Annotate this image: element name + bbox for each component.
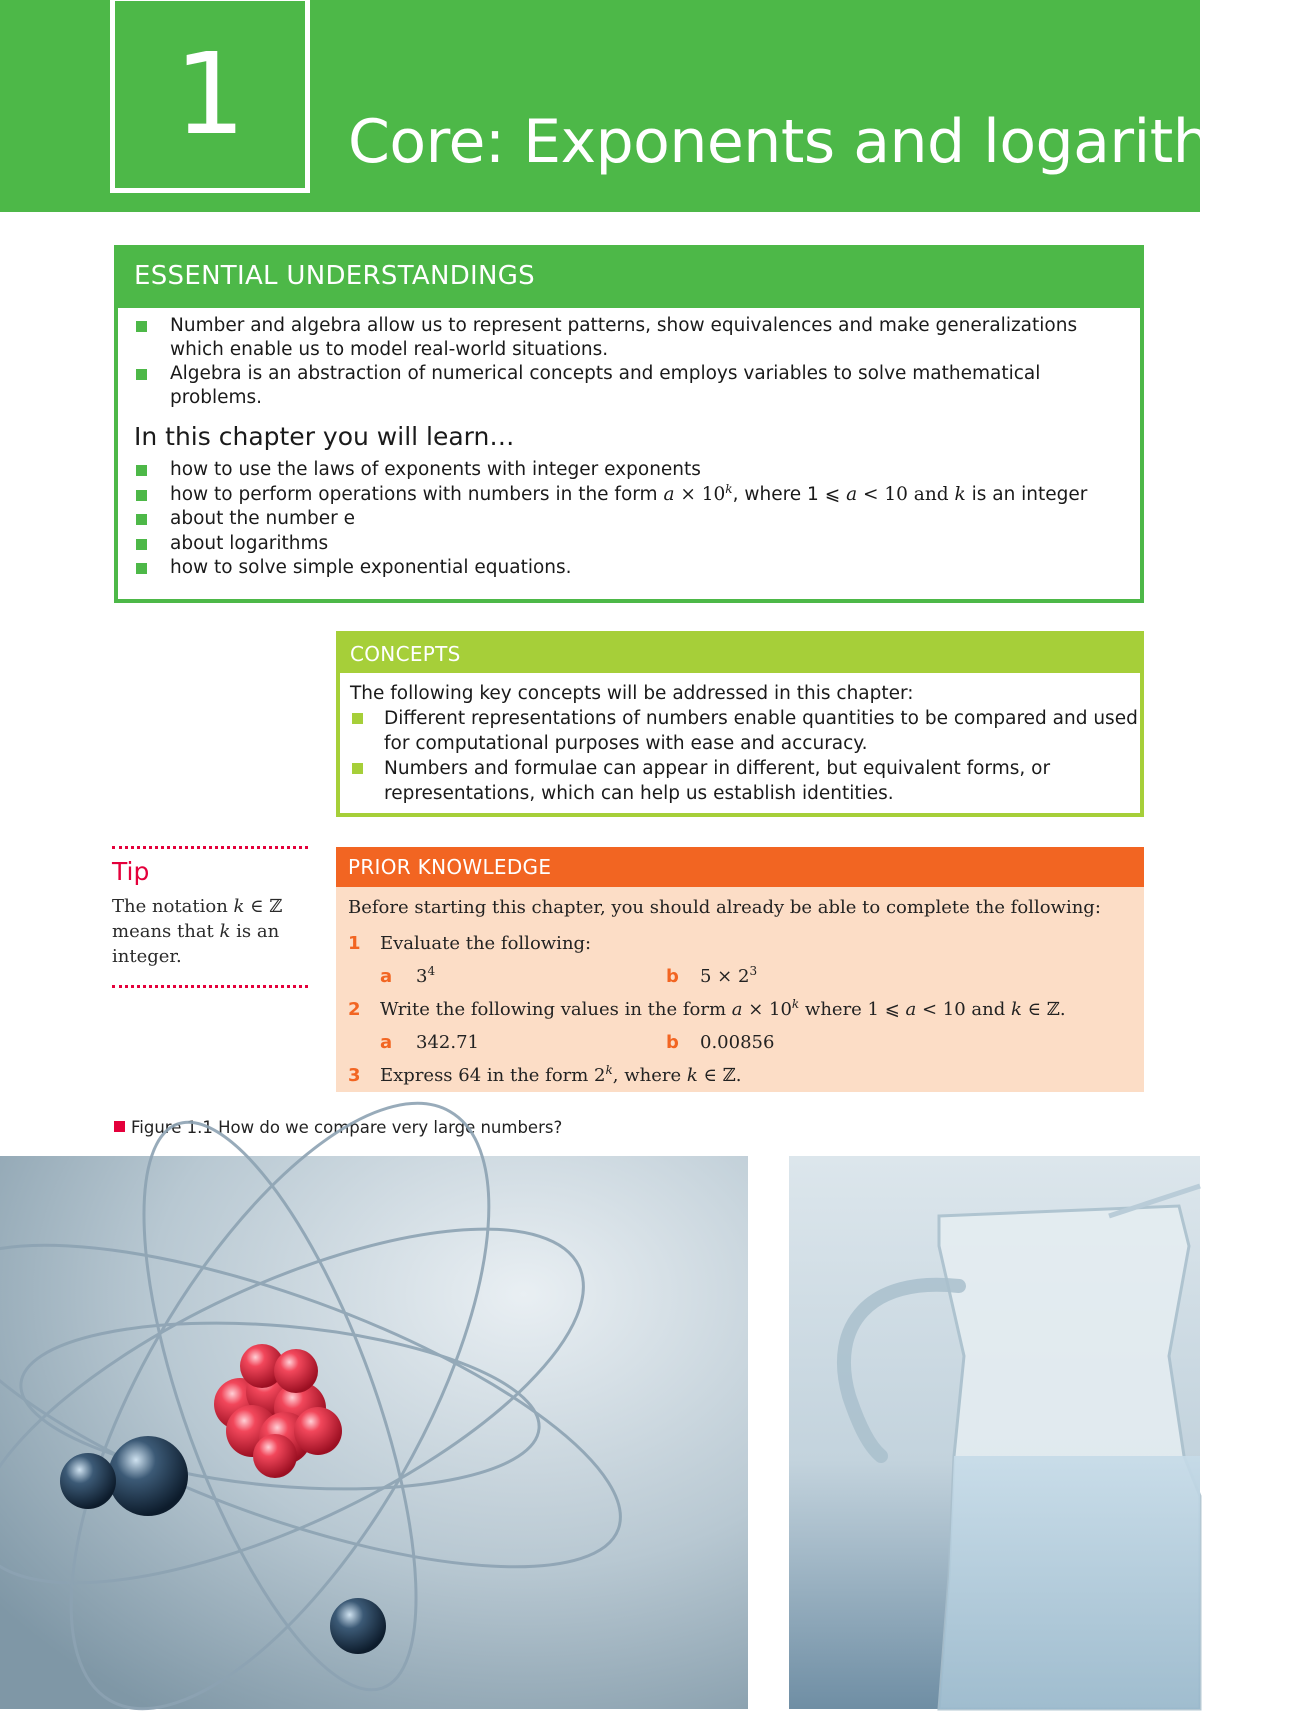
text-fragment: is an integer.: [112, 921, 280, 967]
square-bullet-icon: [136, 490, 147, 501]
prior-knowledge-box: [336, 847, 1144, 1092]
question-2: [348, 993, 1144, 1026]
prior-knowledge-body: [336, 887, 1144, 1092]
text-fragment: , where 1 ⩽: [732, 483, 847, 505]
square-bullet-icon: [136, 321, 147, 332]
part-value: [416, 966, 435, 988]
list-item: [350, 756, 1140, 806]
figure-caption-text: Figure 1.1 How do we compare very large numbers?: [131, 1118, 563, 1137]
square-bullet-icon: [136, 369, 147, 380]
square-bullet-icon: [136, 563, 147, 574]
math-variable: a: [846, 483, 858, 505]
essential-understandings-box: [114, 245, 1144, 603]
question-1-parts: [348, 960, 1144, 993]
chapter-title: Core: Exponents and logarithms: [348, 107, 1299, 177]
part-value: 0.00856: [700, 1032, 775, 1053]
prior-knowledge-heading: PRIOR KNOWLEDGE: [336, 847, 1144, 887]
chapter-header: [0, 0, 1299, 212]
list-item-text: Algebra is an abstraction of numerical concepts and employs variables to solve mathematical problems.: [170, 363, 1041, 408]
question-1: [348, 927, 1144, 960]
text-fragment: means that: [112, 921, 220, 942]
question-text: Evaluate the following:: [380, 933, 592, 954]
question-number: 2: [348, 999, 361, 1020]
math-exponent: 3: [749, 964, 758, 978]
math-set: ∈ ℤ: [244, 896, 283, 917]
list-item-text: about the number e: [170, 508, 355, 529]
prior-knowledge-intro: Before starting this chapter, you should already be able to complete the following:: [348, 897, 1101, 918]
list-item: [134, 458, 1130, 483]
math-variable: k: [219, 921, 231, 942]
essential-understandings-list: [118, 314, 1140, 410]
part-value: 342.71: [416, 1032, 479, 1053]
atom-photo: [0, 1156, 748, 1709]
math-operator: < 10 and: [857, 483, 955, 505]
math-variable: a: [905, 999, 917, 1020]
question-number: 3: [348, 1065, 361, 1086]
square-bullet-icon: [136, 514, 147, 525]
figure-caption: [114, 1118, 562, 1137]
atom-illustration: [0, 1156, 748, 1709]
jug-illustration: [789, 1156, 1200, 1709]
math-variable: k: [1011, 999, 1022, 1020]
question-3: [348, 1059, 1144, 1092]
part-label: a: [380, 1032, 393, 1053]
math-set: ∈ ℤ.: [697, 1065, 742, 1086]
learn-heading: In this chapter you will learn…: [134, 422, 515, 451]
math-variable: a: [663, 483, 675, 505]
part-value: [700, 966, 757, 988]
math-base: 3: [416, 966, 428, 987]
math-exponent: k: [791, 997, 800, 1011]
square-bullet-icon: [352, 763, 363, 774]
question-text: [380, 1065, 741, 1087]
math-variable: k: [233, 896, 245, 917]
text-fragment: is an integer: [965, 483, 1088, 505]
question-text: [380, 999, 1066, 1021]
text-fragment: how to perform operations with numbers in the form: [170, 483, 664, 505]
part-label: b: [666, 966, 679, 987]
square-bullet-icon: [136, 465, 147, 476]
part-label: a: [380, 966, 393, 987]
tip-title: Tip: [112, 857, 150, 886]
math-operator: × 10: [742, 999, 792, 1020]
chapter-number: 1: [174, 30, 246, 160]
list-item-text: Numbers and formulae can appear in different, but equivalent forms, or representations, which can help us establish identities.: [384, 758, 1051, 804]
math-variable: a: [731, 999, 743, 1020]
text-fragment: Write the following values in the form: [380, 999, 732, 1020]
math-operator: × 10: [674, 483, 726, 505]
question-number: 1: [348, 933, 361, 954]
math-variable: k: [954, 483, 966, 505]
square-bullet-icon: [136, 539, 147, 550]
list-item-text: [170, 481, 1088, 505]
chapter-number-box: [110, 0, 310, 193]
question-2-parts: [348, 1026, 1144, 1059]
essential-understandings-heading: ESSENTIAL UNDERSTANDINGS: [118, 249, 1140, 308]
list-item: [134, 362, 1120, 410]
list-item: [134, 314, 1120, 362]
math-set: ∈ ℤ.: [1021, 999, 1066, 1020]
list-item: [134, 532, 1130, 557]
list-item-text: Different representations of numbers enable quantities to be compared and used for computational purposes with ease and accuracy.: [384, 708, 1138, 754]
text-fragment: The notation: [112, 896, 234, 917]
concepts-box: [336, 631, 1144, 817]
square-bullet-icon: [352, 713, 363, 724]
square-marker-icon: [114, 1121, 125, 1132]
concepts-list: [350, 706, 1140, 806]
concepts-heading: CONCEPTS: [340, 635, 1140, 673]
text-fragment: Express 64 in the form 2: [380, 1065, 606, 1086]
water-jug-photo: [789, 1156, 1200, 1709]
concepts-body: [340, 673, 1140, 806]
math-exponent: k: [605, 1063, 613, 1077]
math-exponent: k: [725, 481, 733, 496]
concepts-intro: The following key concepts will be addressed in this chapter:: [350, 683, 914, 704]
list-item-text: Number and algebra allow us to represent patterns, show equivalences and make generalizations which enable us to model real-world situations.: [170, 315, 1078, 360]
list-item: [350, 706, 1140, 756]
tip-box: [112, 846, 308, 988]
tip-text: [112, 894, 308, 969]
list-item: [134, 483, 1130, 508]
list-item: [134, 556, 1130, 581]
list-item-text: about logarithms: [170, 532, 329, 554]
list-item-text: how to solve simple exponential equations.: [170, 557, 572, 578]
math-base: 5 × 2: [700, 966, 750, 987]
part-label: b: [666, 1032, 679, 1053]
math-variable: k: [686, 1065, 698, 1086]
text-fragment: where 1 ⩽: [799, 999, 906, 1020]
learn-list: [118, 458, 1140, 581]
list-item: [134, 507, 1130, 532]
math-operator: < 10 and: [916, 999, 1012, 1020]
math-exponent: 4: [427, 964, 436, 978]
text-fragment: , where: [612, 1065, 687, 1086]
list-item-text: how to use the laws of exponents with integer exponents: [170, 459, 701, 480]
